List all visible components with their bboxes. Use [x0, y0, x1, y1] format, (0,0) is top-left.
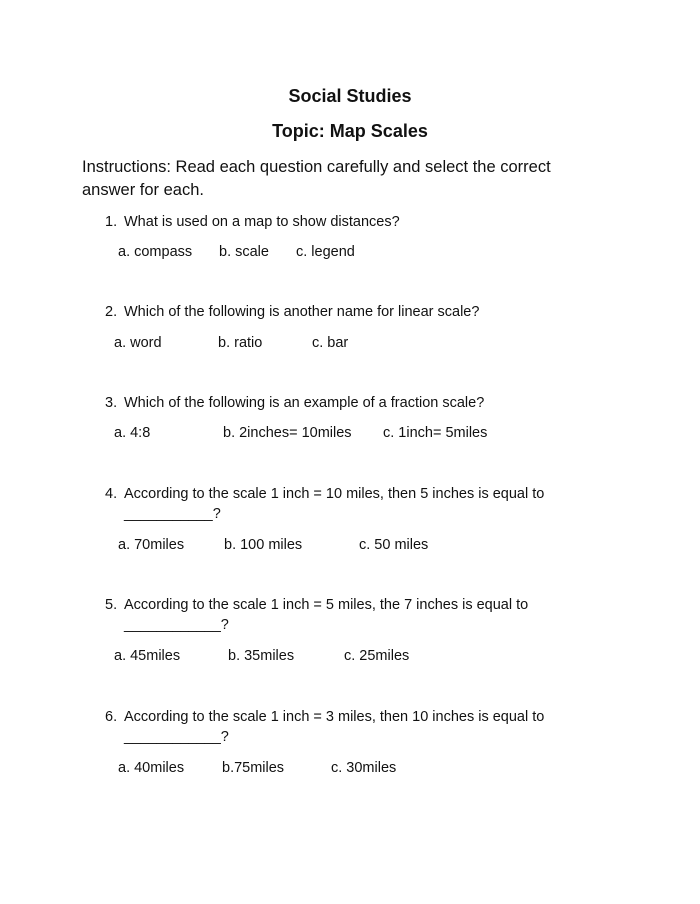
instructions	[82, 156, 582, 202]
option-a[interactable]: a. word	[114, 335, 162, 351]
question-number: 1.	[105, 214, 118, 230]
question-text: According to the scale 1 inch = 5 miles, the 7 inches is equal to	[124, 597, 529, 613]
question-number: 3.	[105, 395, 118, 411]
option-b[interactable]: b. scale	[219, 244, 269, 260]
question-text: According to the scale 1 inch = 10 miles, then 5 inches is equal to	[124, 486, 545, 502]
option-a[interactable]: a. compass	[118, 244, 193, 260]
option-a[interactable]: a. 45miles	[114, 648, 181, 664]
option-b[interactable]: b. 100 miles	[224, 537, 303, 553]
option-a[interactable]: a. 40miles	[118, 760, 185, 776]
answer-blank: ___________?	[124, 506, 221, 522]
option-b[interactable]: b. 2inches= 10miles	[223, 425, 352, 441]
question-number: 2.	[105, 304, 118, 320]
option-a[interactable]: a. 4:8	[114, 425, 151, 441]
option-c[interactable]: c. bar	[312, 335, 349, 351]
question-number: 4.	[105, 486, 118, 502]
option-b[interactable]: b.75miles	[222, 760, 285, 776]
option-c[interactable]: c. legend	[296, 244, 355, 260]
option-b[interactable]: b. ratio	[218, 335, 263, 351]
question-number: 6.	[105, 709, 118, 725]
option-a[interactable]: a. 70miles	[118, 537, 185, 553]
question-number: 5.	[105, 597, 118, 613]
page-title: Social Studies	[288, 86, 412, 106]
option-c[interactable]: c. 50 miles	[359, 537, 429, 553]
answer-blank: ____________?	[124, 617, 229, 633]
option-c[interactable]: c. 1inch= 5miles	[383, 425, 488, 441]
instructions-line-1: Instructions: Read each question carefully and select the correct	[82, 158, 551, 176]
question-text: Which of the following is another name for linear scale?	[124, 304, 480, 320]
answer-blank: ____________?	[124, 729, 229, 745]
option-b[interactable]: b. 35miles	[228, 648, 295, 664]
topic-heading: Topic: Map Scales	[272, 121, 428, 141]
question-text: What is used on a map to show distances?	[124, 214, 400, 230]
instructions-line-2: answer for each.	[82, 181, 204, 199]
option-c[interactable]: c. 25miles	[344, 648, 410, 664]
question-text: According to the scale 1 inch = 3 miles, then 10 inches is equal to	[124, 709, 545, 725]
option-c[interactable]: c. 30miles	[331, 760, 397, 776]
question-text: Which of the following is an example of a fraction scale?	[124, 395, 485, 411]
